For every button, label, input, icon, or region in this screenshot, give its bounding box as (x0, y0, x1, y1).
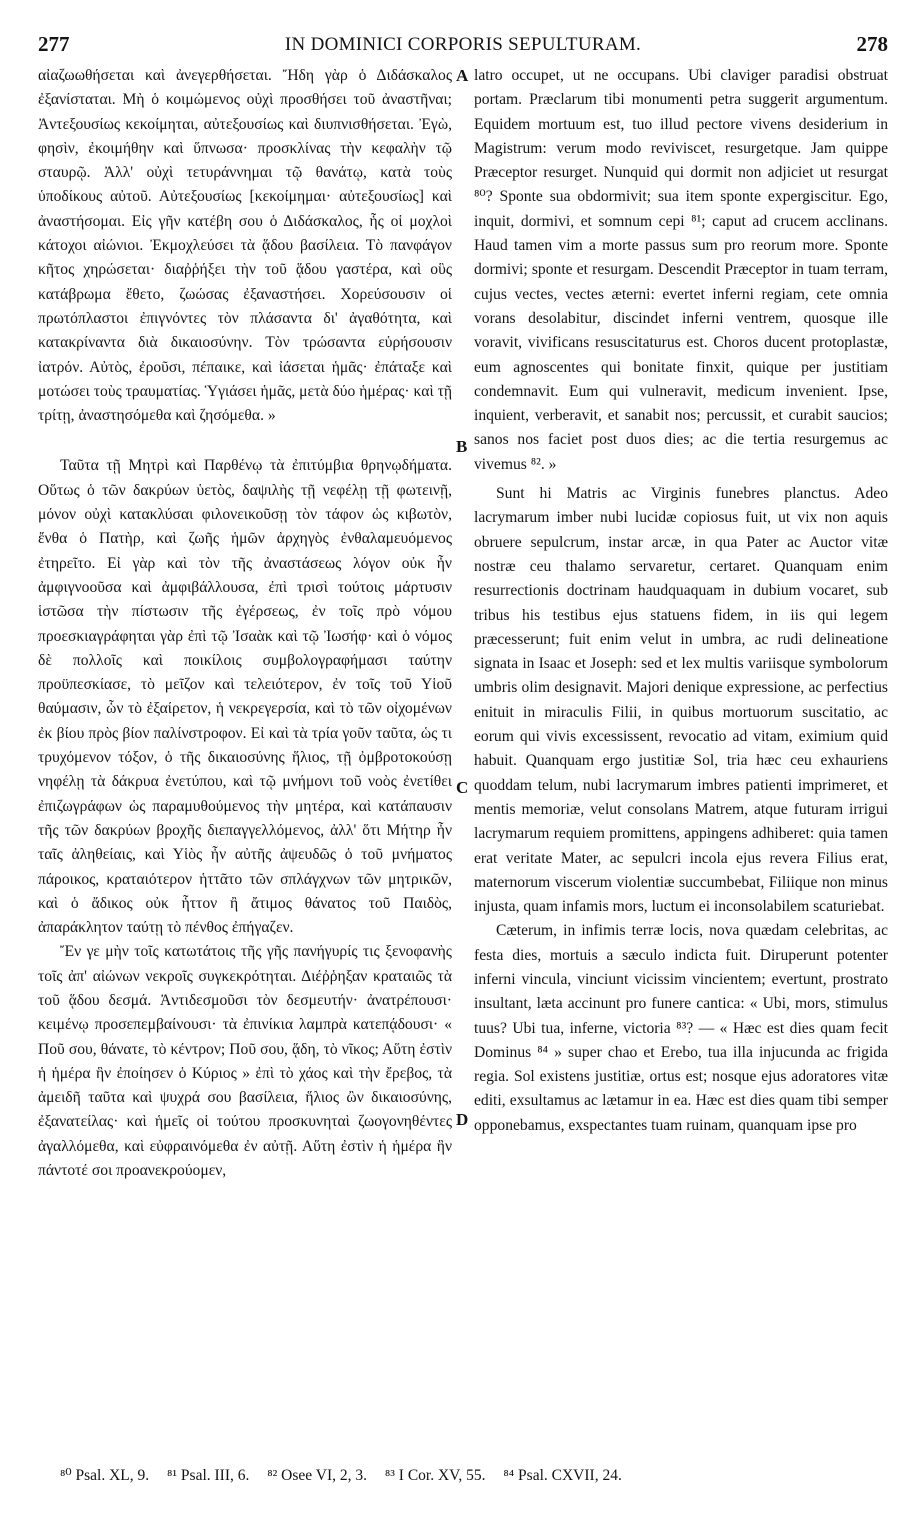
latin-paragraph-1: latro occupet, ut ne occupans. Ubi claviger paradisi obstruat portam. Præclarum tibi monumenti petra suggerit argumentum. Equidem mortuum est, tuo illud pectore vivens desiderium in Magistrum: verum modo reviviscet, resurgetque. Jam quippe Præceptor resurget. Nunquid qui dormit non adjiciet ut resurgat ⁸⁰? Sponte sua obdormivit; sua item sponte expergiscitur. Ego, inquit, dormivi, et somnum cepi ⁸¹; caput ad crucem acclinans. Haud tamen vim a morte passus sum pro reorum more. Sponte dormivi; sponte et resurgam. Descendit Præceptor in tuam terram, cujus vectes, vectes æterni: evertet inferni regiam, cete omnia vorans desolabitur, discindet inferni ventrem, quosque ille voravit, vivificans resuscitaturus est. Choros ducent protoplastæ, eum agnoscentes qui bonitate finxit, quique per justitiam condemnavit. Eum qui vulneravit, medicum invenient. Ipse, inquient, verberavit, et sanabit nos; percussit, et curabit saucios; sanos nos faciet post duos dies; ac die tertia resurgemus ac vivemus ⁸². » (474, 67, 888, 473)
section-marker-a: A (456, 66, 469, 85)
running-title: IN DOMINICI CORPORIS SEPULTURAM. (284, 34, 642, 55)
section-marker-b: B (456, 437, 468, 456)
page-number-right: 278 (856, 32, 888, 56)
greek-column (38, 64, 452, 1183)
footnotes (60, 1466, 890, 1485)
footnote: ⁸¹ Psal. III, 6. (167, 1467, 250, 1484)
latin-column (474, 64, 888, 1138)
running-header (38, 32, 888, 62)
page-number-left: 277 (38, 32, 70, 56)
footnote: ⁸² Osee VI, 2, 3. (267, 1467, 367, 1484)
section-marker-d: D (456, 1110, 469, 1129)
latin-paragraph-3: Cæterum, in infimis terræ locis, nova quædam celebritas, ac festa dies, mortuis a sæculo indicta fuit. Diruperunt potenter inferni vincula, vinciunt vicissim vincientem; evertunt, prostrato insultant, læta accinunt pro funere cantica: « Ubi, mors, stimulus tuus? Ubi tua, inferne, victoria ⁸³? — « Hæc est dies quam fecit Dominus ⁸⁴ » super chao et Erebo, tua illa injucunda ac frigida regia. Sol existens justitiæ, ortus est; nosque ejus adoratores vitæ editi, exsultamus ac lætamur in ea. Hæc est dies quam tibi semper opponebamus, exspectantes tuam ruinam, quanquam ipse pro (474, 922, 888, 1134)
footnote: ⁸⁰ Psal. XL, 9. (60, 1467, 150, 1484)
footnote: ⁸³ I Cor. XV, 55. (384, 1467, 486, 1484)
greek-paragraph-2: Ταῦτα τῇ Μητρὶ καὶ Παρθένῳ τὰ ἐπιτύμβια θρηνῳδήματα. Οὕτως ὁ τῶν δακρύων ὑετὸς, δαψιλὴς τῇ νεφέλῃ τῇ φωτεινῇ, μόνον οὐχὶ κατακλύσαι φιλονεικοῦσῃ τὸν τάφον ὡς κιβωτὸν, ἔνθα ὁ Πατὴρ, καὶ ζωῆς ἡμῶν ἀρχηγὸς ἐνθαλαμευόμενος ἐτηρεῖτο. Εἰ γὰρ καὶ τὸν τῆς ἀναστάσεως λόγον οὐκ ἦν ἀμφιγνοοῦσα καὶ ἀμφιβάλλουσα, ἐπὶ τρισὶ τούτοις μάρτυσιν ἱστῶσα τὴν πίστωσιν τῆς ἐγέρσεως, ἐν τοῖς πρὸ νόμου προεσκιαγράφηται γὰρ ἐπὶ τῷ Ἰσαὰκ καὶ τῷ Ἰωσήφ· καὶ ὁ νόμος δὲ πολλοῖς καὶ ποικίλοις συμβολογραφήμασι ταύτην προϋπεσκίασε, τὸ μεῖζον καὶ τελειότερον, ἐν τοῖς τοῦ Υἱοῦ θαύμασιν, ὧν τὸ ἐξαίρετον, ἡ νεκρεγερσία, καὶ τὸ τῶν οἰχομένων ἐκ βίου πρὸς βίον παλίνστροφον. Εἰ καὶ τὰ τρία γοῦν ταῦτα, ὡς τι τρυχόμενον τόξον, ὁ τῆς δικαιοσύνης ἥλιος, τῇ ὀμβροτοκούσῃ νηφέλῃ τὰ δάκρυα ἐνετύπου, καὶ τῷ μνήμονι τοῦ νοὸς ἐνετίθει ἐπιζωγράφων ὡς παραμυθούμενος τὴν μητέρα, καὶ κατάπαυσιν τῆς τῶν δακρύων βροχῆς διεπαγγελλόμενος, ἀλλ' ὅτι Μήτηρ ἦν ταῖς ἀληθείαις, καὶ Υἱὸς ἦν αὐτῆς ἀψευδῶς ὁ τοῦ μνήματος πάροικος, κραταιότερον ἡττᾶτο τῶν σπλάγχνων τῶν μητρικῶν, καὶ ὁ ἄδικος οὐκ ἧττον ἢ ἄτιμος θάνατος τοῦ Παιδὸς, ἀπαράκλητον ταύτῃ τὸ πένθος ἐπήγαζεν. (38, 457, 452, 937)
latin-paragraph-2: Sunt hi Matris ac Virginis funebres planctus. Adeo lacrymarum imber nubi lucidæ copiosus fuit, ut vix non aquis obruere sepulcrum, instar arcæ, in qua Pater ac Auctor vitæ nostræ ceu thalamo servaretur, certaret. Quanquam enim resurrectionis doctrinam haudquaquam in dubium vocaret, sub tribus his testibus ejus statuens fidem, in iis qui legem præcesserunt; fuit enim velut in umbra, ac rudi delineatione signata in Isaac et Joseph: sed et lex multis variisque symbolorum umbris olim designavit. Majori denique expressione, ac perfectius enituit in miraculis Filii, in quibus mortuorum suscitatio, ac eorum qui vivis excessissent, revocatio ad vitam, eximium quid habuit. Quanquam ergo justitiæ Sol, tria hæc ceu exhauriens quoddam telum, nubi lacrymarum imbres patienti imprimeret, et mentis memoriæ, velut consolans Matrem, atque futuram irrigui lacrymarum requiem promittens, appingens adhiberet: quia tamen erat veritate Mater, ac sepulcri incola ejus revera Filius erat, maternorum viscerum violentiæ succumbebat, Filiique non minus injusta, quam infamis mors, luctum ei inconsolabilem scaturiebat. (474, 485, 888, 916)
greek-paragraph-1: αἰαζωωθήσεται καὶ ἀνεγερθήσεται. Ἤδη γὰρ ὁ Διδάσκαλος ἐξανίσταται. Μὴ ὁ κοιμώμενος οὐχὶ προσθήσει τοῦ ἀναστῆναι; Ἀντεξουσίως κεκοίμηται, αὐτεξουσίως καὶ διυπνισθήσεται. Ἐγὼ, φησὶν, ἐκοιμήθην καὶ ὕπνωσα· προσκλίνας τὴν κεφαλὴν τῷ σταυρῷ. Ἀλλ' οὐχὶ τετυράννημαι τῷ θανάτῳ, κατὰ τοὺς ὑποδίκους αὐτοῦ. Αὐτεξουσίως [κεκοίμημαι· αὐτεξουσίως] καὶ ἀναστήσομαι. Εἰς γῆν κατέβη σου ὁ Διδάσκαλος, ἧς οἱ μοχλοὶ κάτοχοι αἰώνιοι. Ἐκμοχλεύσει τὰ ᾅδου βασίλεια. Τὸ πανφάγον κῆτος χηρώσεται· διαῤῥήξει τὴν τοῦ ᾅδου γαστέρα, καὶ οὓς κατάβρωμα ἔθετο, ζωώσας ἐξαναστήσει. Χορεύσουσιν οἱ πρωτόπλαστοι ἐπιγνόντες τὸν πλάσαντα δι' ἀγαθότητα, καὶ κατακρίναντα διὰ δικαιοσύνην. Τὸν τρώσαντα εὑρήσουσιν ἰατρόν. Αὐτὸς, ἐροῦσι, πέπαικε, καὶ ἰάσεται ἡμᾶς· ἐπάταξε καὶ μοτώσει τοὺς τραυματίας. Ὑγιάσει ἡμᾶς, μετὰ δύο ἡμέρας· καὶ τῇ τρίτῃ, ἀναστησόμεθα καὶ ζησόμεθα. » (38, 67, 452, 425)
section-marker-c: C (456, 778, 469, 797)
greek-paragraph-3: Ἔν γε μὴν τοῖς κατωτάτοις τῆς γῆς πανήγυρίς τις ξενοφανὴς τοῖς ἀπ' αἰώνων νεκροῖς συγκεκρότηται. Διέῤῥηξαν κραταιῶς τὰ τοῦ ᾅδου δεσμά. Ἀντιδεσμοῦσι τὸν δεσμευτήν· ἀνατρέπουσι· κειμένῳ προσεπεμβαίνουσι· τὰ ἐπινίκια λαμπρὰ κατεπᾴδουσι· « Ποῦ σου, θάνατε, τὸ κέντρον; Ποῦ σου, ᾅδη, τὸ νῖκος; Αὕτη ἐστὶν ἡ ἡμέρα ἣν ἐποίησεν ὁ Κύριος » ἐπὶ τὸ χάος καὶ τὴν ἔρεβος, τὰ ἀμειδῆ ταῦτα καὶ ψυχρά σου βασίλεια, ἥλιος ὢν δικαιοσύνης, ἐξανατείλας· καὶ ἡμεῖς οἱ τούτου προσκυνηταὶ ζωογονηθέντες ἀγαλλόμεθα, καὶ εὐφραινόμεθα ἐν αὐτῇ. Αὕτη ἐστὶν ἡ ἡμέρα ἣν πάντοτέ σοι προανεκρούομεν, (38, 943, 452, 1180)
footnote: ⁸⁴ Psal. CXVII, 24. (503, 1467, 622, 1484)
